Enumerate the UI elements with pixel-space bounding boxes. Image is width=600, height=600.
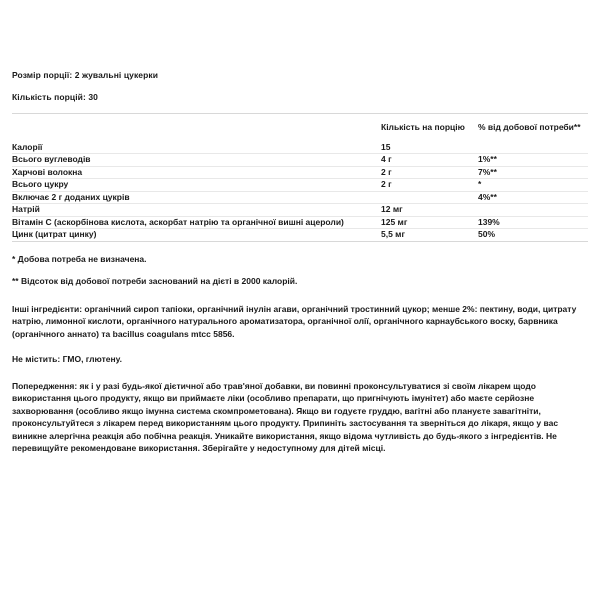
column-header-daily-value: % від добової потреби**: [478, 122, 581, 132]
nutrient-amount: [381, 191, 478, 204]
nutrient-name: Калорії: [12, 141, 43, 152]
nutrient-daily-value: [478, 204, 588, 217]
nutrient-amount: 2 г: [381, 166, 392, 177]
table-row: [12, 229, 588, 242]
table-header-row: [12, 114, 588, 142]
other-ingredients-paragraph: Інші інгредієнти: органічний сироп тапіоки, органічний інулін агави, органічний тростинний цукор; менше 2%: пектину, води, цитрату натрію, лимонної кислоти, органічного натурального ароматизатора, органічної олії, органічного карнаубського воску, барвника (органічного аннато) та bacillus coagulans mtcc 5856.: [12, 303, 577, 339]
table-row: [12, 216, 588, 229]
nutrient-daily-value: 1%**: [478, 154, 497, 164]
nutrient-amount: 125 мг: [381, 216, 408, 227]
column-header-amount-per-serving: Кількість на порцію: [381, 122, 465, 132]
free-of-paragraph: Не містить: ГМО, глютену.: [12, 354, 122, 364]
nutrient-daily-value: 50%: [478, 229, 496, 239]
table-row: [12, 166, 588, 179]
nutrient-daily-value: *: [478, 179, 482, 189]
table-row: [12, 142, 588, 154]
nutrient-amount: 2 г: [381, 179, 392, 189]
nutrient-name: Вітамін C (аскорбінова кислота, аскорбат натрію та органічної вишні ацероли): [12, 216, 344, 227]
nutrient-name: Включає 2 г доданих цукрів: [12, 191, 130, 202]
nutrient-daily-value: [478, 142, 588, 154]
nutrient-daily-value: 4%**: [478, 191, 497, 202]
nutrient-name: Всього цукру: [12, 179, 69, 189]
table-row: [12, 191, 588, 204]
nutrient-name: Харчові волокна: [12, 166, 83, 177]
nutrient-name: Всього вуглеводів: [12, 154, 91, 164]
nutrient-name: Натрій: [12, 204, 40, 214]
nutrient-name: Цинк (цитрат цинку): [12, 229, 97, 239]
table-row: [12, 154, 588, 167]
nutrient-daily-value: 7%**: [478, 166, 497, 177]
nutrition-table-body: [12, 142, 588, 242]
nutrient-daily-value: 139%: [478, 216, 500, 227]
footnote-double-star: ** Відсоток від добової потреби заснований на дієті в 2000 калорій.: [12, 276, 298, 286]
footnote-single-star: * Добова потреба не визначена.: [12, 253, 147, 264]
nutrient-amount: 5,5 мг: [381, 229, 406, 239]
table-row: [12, 179, 588, 192]
nutrient-amount: 15: [381, 141, 391, 152]
nutrient-amount: 4 г: [381, 154, 392, 164]
column-header-nutrient: [12, 114, 381, 142]
nutrition-facts-table: [12, 113, 588, 242]
nutrient-amount: 12 мг: [381, 204, 403, 214]
serving-size-label: Розмір порції: 2 жувальні цукерки: [12, 70, 159, 80]
servings-per-container-label: Кількість порцій: 30: [12, 92, 98, 102]
warning-paragraph: Попередження: як і у разі будь-якої дієтичної або трав'яної добавки, ви повинні проконсультуватися зі своїм лікарем щодо використання цього продукту, якщо ви приймаєте ліки (особливо препарати, що пригнічують імунітет) або маєте серйозне захворювання (особливо якщо імунна система скомпрометована). Якщо ви годуєте груддю, вагітні або плануєте завагітніти, проконсультуйтеся з лікарем перед використанням цього продукту. Припиніть застосування та зверніться до лікаря, якщо у вас виникне алергічна реакція або побічна реакція. Уникайте використання, якщо відома чутливість до будь-якого з інгредієнтів. Не перевищуйте рекомендоване використання. Зберігайте у недоступному для дітей місці.: [12, 380, 559, 453]
table-row: [12, 204, 588, 217]
